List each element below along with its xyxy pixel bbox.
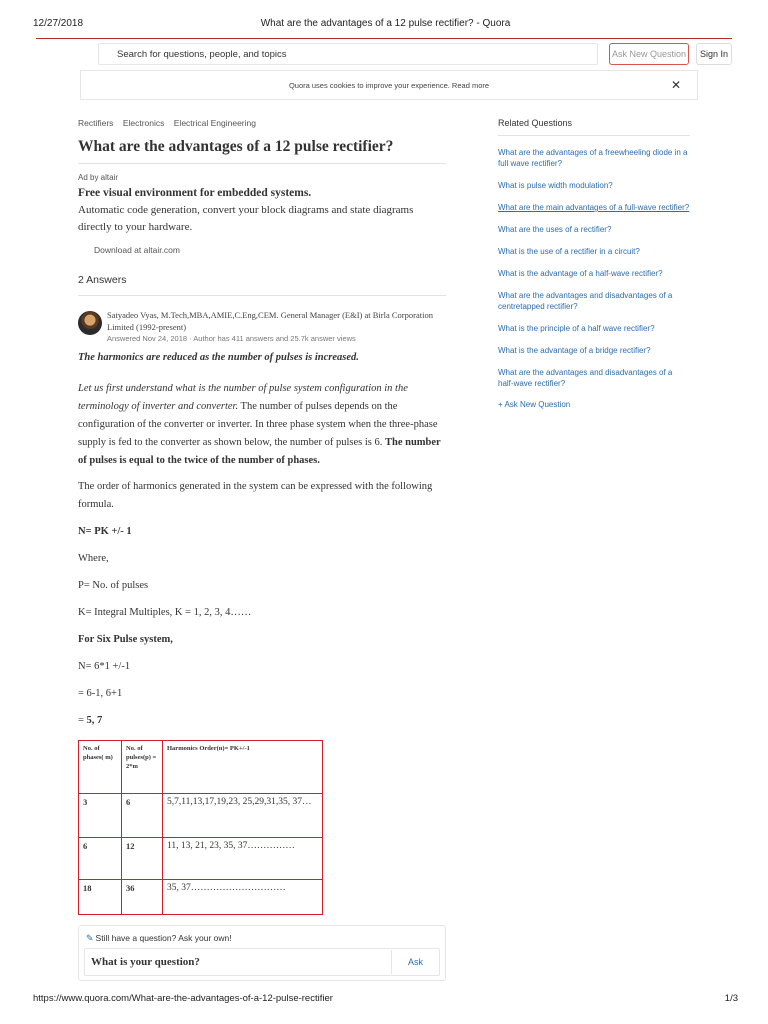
ad-sponsor: Ad by altair [78,173,119,182]
table-cell: 18 [79,879,122,914]
header-divider [36,38,732,39]
divider [78,295,446,296]
print-page-title: What are the advantages of a 12 pulse rectifier? - Quora [260,18,511,29]
related-question-link[interactable]: What is the advantage of a bridge rectifier? [498,346,651,355]
answer-paragraph: = 5, 7 [78,715,103,726]
sign-in-button[interactable]: Sign In [696,43,732,65]
table-cell: 6 [79,837,122,879]
answer-paragraph: Where, [78,553,109,564]
answer-paragraph [78,380,446,470]
answer-italic-text: Let us first understand what is the number of pulse system configuration in the terminology of inverter and converter. [78,383,408,412]
ask-new-question-button[interactable]: Ask New Question [609,43,689,65]
related-question-link[interactable]: What are the advantages and disadvantages of a half-wave rectifier? [498,368,673,388]
ad-title[interactable]: Free visual environment for embedded systems. [78,187,312,199]
divider [498,135,690,136]
author-credentials[interactable]: Satyadeo Vyas, M.Tech,MBA,AMIE,C.Eng,CEM. General Manager (E&I) at Birla Corporation Limited (1992-present) [107,310,433,332]
cookie-banner [80,70,698,100]
table-row [79,794,323,837]
cookie-text[interactable]: Quora uses cookies to improve your experience. Read more [288,81,490,90]
table-header-row [79,741,323,794]
table-header-cell: No. of pulses(p) = 2*m [122,741,163,794]
ask-prompt: ✎ Still have a question? Ask your own! [86,933,232,943]
page-url: https://www.quora.com/What-are-the-advantages-of-a-12-pulse-rectifier [33,993,333,1004]
print-header [33,18,738,32]
related-question-link[interactable]: What is pulse width modulation? [498,181,613,190]
related-question-link[interactable]: What is the use of a rectifier in a circuit? [498,247,640,256]
answer-paragraph: The order of harmonics generated in the system can be expressed with the following formula. [78,481,433,510]
related-question-link[interactable]: What is the advantage of a half-wave rectifier? [498,269,663,278]
related-question-link[interactable]: What are the uses of a rectifier? [498,225,612,234]
question-placeholder: What is your question? [91,956,200,968]
table-cell: 3 [79,794,122,837]
related-questions-sidebar [498,118,690,409]
page-number: 1/3 [724,993,738,1004]
divider [78,163,446,164]
close-icon[interactable]: ✕ [671,78,682,92]
table-cell: 12 [122,837,163,879]
sidebar-title: Related Questions [498,118,573,128]
ad-link[interactable]: Download at altair.com [94,245,180,255]
table-row [79,879,323,914]
answer-paragraph: = 6-1, 6+1 [78,688,123,699]
topic-link[interactable]: Electrical Engineering [173,118,256,128]
formula: N= PK +/- 1 [78,526,132,537]
table-cell: 11, 13, 21, 23, 35, 37…………… [163,837,323,879]
answer-paragraph: K= Integral Multiples, K = 1, 2, 3, 4…… [78,607,252,618]
related-question-link[interactable]: What are the advantages and disadvantages of a centretapped rectifier? [498,291,673,311]
top-bar [98,43,734,65]
table-cell: 35, 37………………………… [163,879,323,914]
answers-count: 2 Answers [78,274,127,286]
answer-paragraph: For Six Pulse system, [78,634,173,645]
ask-question-box [78,925,446,981]
topic-link[interactable]: Rectifiers [78,118,114,128]
question-input[interactable] [84,948,440,976]
answer-meta: Answered Nov 24, 2018 · Author has 411 answers and 25.7k answer views [107,334,356,343]
table-cell: 6 [122,794,163,837]
topic-link[interactable]: Electronics [122,118,165,128]
question-header [78,118,446,164]
related-question-link[interactable]: What is the principle of a half wave rectifier? [498,324,655,333]
related-question-link[interactable]: What are the main advantages of a full-wave rectifier? [498,203,690,212]
ask-button[interactable]: Ask [391,950,439,974]
table-cell: 5,7,11,13,17,19,23, 25,29,31,35, 37… [163,794,323,837]
ad-block [78,173,446,255]
table-cell: 36 [122,879,163,914]
pencil-icon: ✎ [86,933,94,943]
sidebar-ask-question-link[interactable]: + Ask New Question [498,400,571,409]
search-input[interactable]: Search for questions, people, and topics [98,43,598,65]
answer-text: The number of pulses depends on the configuration of the converter or inverter. In three phase system when the three-phase supply is fed to the converter as shown below, the number of pulses is 6. [78,401,438,448]
topic-list [78,118,446,132]
harmonics-table [78,740,323,915]
answer-paragraph: N= 6*1 +/-1 [78,661,131,672]
table-header-cell: No. of phases( m) [79,741,122,794]
avatar[interactable] [78,311,102,335]
table-row [79,837,323,879]
answer-bold-text: The number of pulses is equal to the twice of the number of phases. [78,437,441,466]
answer-paragraph: P= No. of pulses [78,580,149,591]
ad-body: Automatic code generation, convert your block diagrams and state diagrams directly to your hardware. [78,204,414,233]
related-question-link[interactable]: What are the advantages of a freewheeling diode in a full wave rectifier? [498,148,688,168]
table-header-cell: Harmonics Order(n)= PK+/-1 [163,741,323,794]
answer-body [78,349,446,740]
print-date: 12/27/2018 [33,18,84,29]
answer-lead: The harmonics are reduced as the number of pulses is increased. [78,352,359,363]
answer-author [78,311,446,343]
question-title: What are the advantages of a 12 pulse rectifier? [78,138,394,155]
